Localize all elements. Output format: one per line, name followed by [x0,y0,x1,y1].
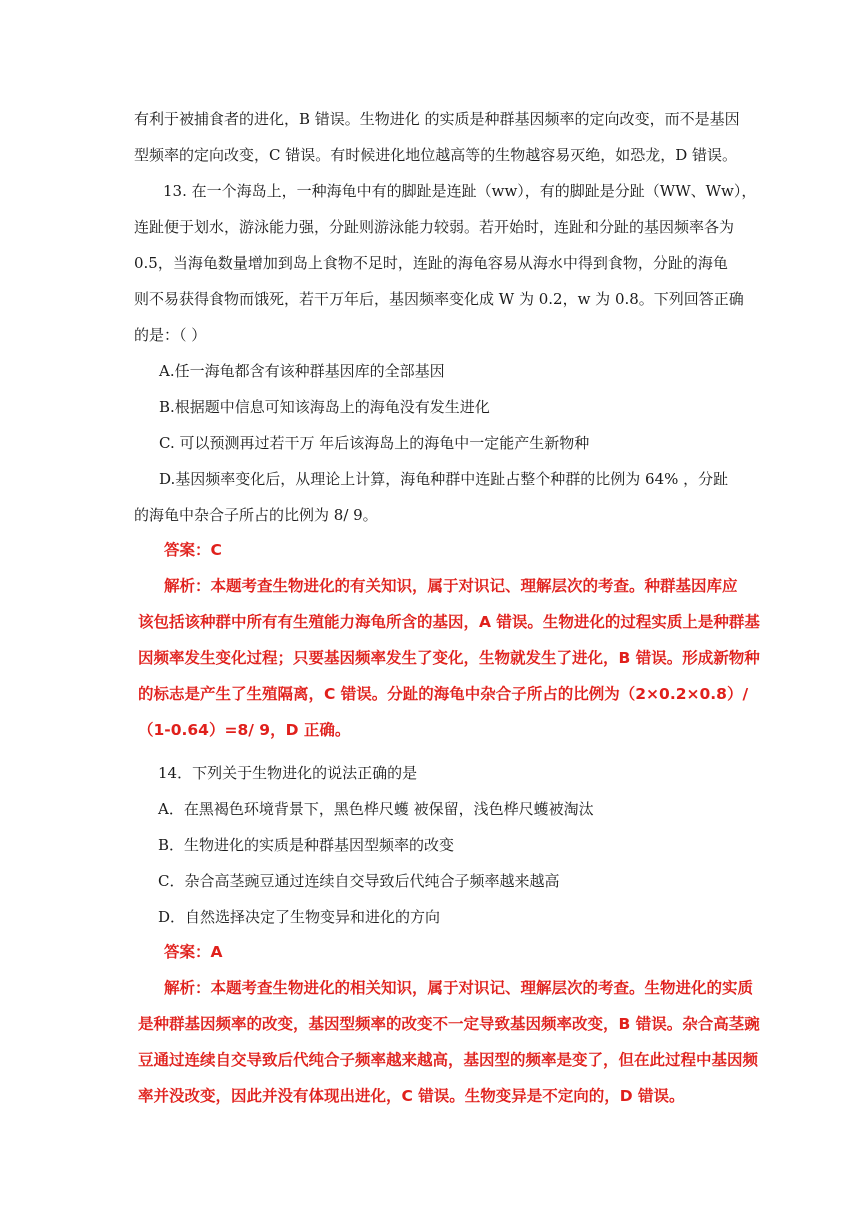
q13-stem-line-1: 13. 在一个海岛上，一种海龟中有的脚趾是连趾（ww），有的脚趾是分趾（WW、Ww）， [163,182,757,200]
q13-answer: 答案：C [164,541,222,559]
q12-explanation-line-1: 有利于被捕食者的进化，B 错误。生物进化 的实质是种群基因频率的定向改变，而不是基因 [134,110,740,128]
q13-analysis-line-4: 的标志是产生了生殖隔离，C 错误。分趾的海龟中杂合子所占的比例为（2×0.2×0.8）/ [138,685,749,703]
q14-stem: 14．下列关于生物进化的说法正确的是 [158,764,418,782]
q13-stem-line-2: 连趾便于划水，游泳能力强，分趾则游泳能力较弱。若开始时，连趾和分趾的基因频率各为 [134,218,735,236]
q13-option-d-line-1: D.基因频率变化后，从理论上计算，海龟种群中连趾占整个种群的比例为 64% ，分趾 [159,470,729,488]
q14-answer: 答案：A [164,943,223,961]
q13-option-c: C. 可以预测再过若干万 年后该海岛上的海龟中一定能产生新物种 [159,434,590,452]
q13-stem-line-5: 的是：（ ） [134,326,207,344]
q13-stem-line-3: 0.5，当海龟数量增加到岛上食物不足时，连趾的海龟容易从海水中得到食物，分趾的海龟 [134,254,728,272]
q13-option-d-line-2: 的海龟中杂合子所占的比例为 8/ 9。 [134,506,378,524]
q13-analysis-line-3: 因频率发生变化过程；只要基因频率发生了变化，生物就发生了进化，B 错误。形成新物种 [138,649,760,667]
q13-analysis-line-2: 该包括该种群中所有有生殖能力海龟所含的基因，A 错误。生物进化的过程实质上是种群基 [138,613,760,631]
q13-option-a: A.任一海龟都含有该种群基因库的全部基因 [159,362,445,380]
q13-stem-line-4: 则不易获得食物而饿死，若干万年后，基因频率变化成 W 为 0.2，w 为 0.8。下列回答正确 [134,290,744,308]
q14-analysis-line-1: 解析：本题考查生物进化的相关知识，属于对识记、理解层次的考查。生物进化的实质 [164,979,754,997]
q14-option-c: C．杂合高茎豌豆通过连续自交导致后代纯合子频率越来越高 [158,872,560,890]
q13-analysis-line-1: 解析：本题考查生物进化的有关知识，属于对识记、理解层次的考查。种群基因库应 [164,577,738,595]
q13-option-b: B.根据题中信息可知该海岛上的海龟没有发生进化 [159,398,490,416]
q14-analysis-line-3: 豆通过连续自交导致后代纯合子频率越来越高，基因型的频率是变了，但在此过程中基因频 [138,1051,759,1069]
q14-analysis-line-2: 是种群基因频率的改变，基因型频率的改变不一定导致基因频率改变，B 错误。杂合高茎豌 [138,1015,760,1033]
q12-explanation-line-2: 型频率的定向改变，C 错误。有时候进化地位越高等的生物越容易灭绝，如恐龙，D 错误。 [134,146,738,164]
q14-analysis-line-4: 率并没改变，因此并没有体现出进化，C 错误。生物变异是不定向的，D 错误。 [138,1087,685,1105]
q14-option-b: B．生物进化的实质是种群基因型频率的改变 [158,836,455,854]
q14-option-d: D．自然选择决定了生物变异和进化的方向 [158,908,441,926]
q14-option-a: A．在黑褐色环境背景下，黑色桦尺蠖 被保留，浅色桦尺蠖被淘汰 [158,800,594,818]
q13-analysis-line-5: （1-0.64）=8/ 9，D 正确。 [138,721,351,739]
